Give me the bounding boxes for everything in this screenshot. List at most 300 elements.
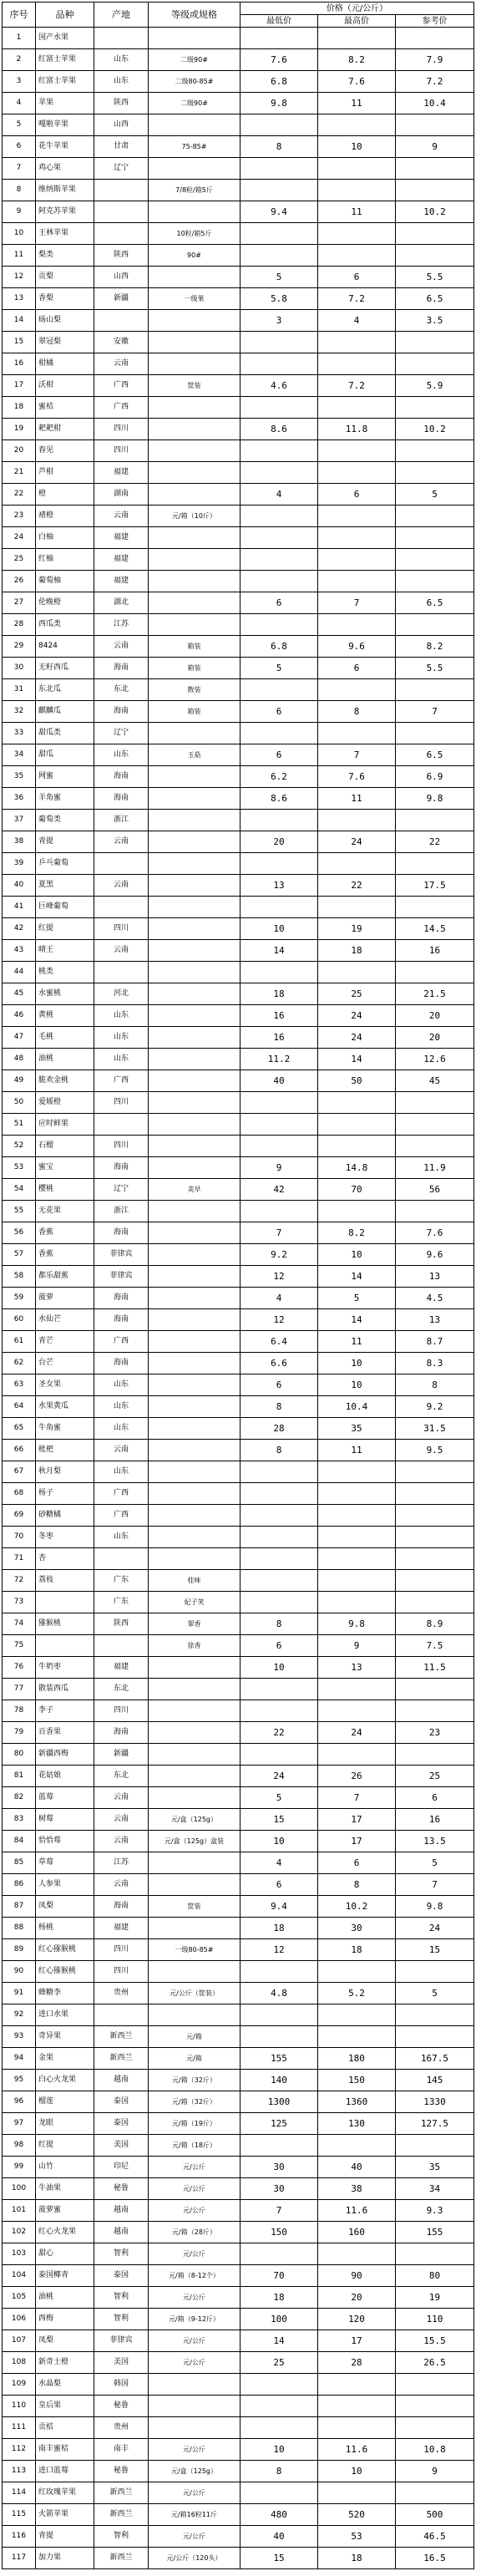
seq-cell: 110 (3, 2396, 36, 2417)
grade-cell: 一级80-85# (149, 1939, 240, 1961)
origin-cell: 海南 (94, 701, 149, 723)
seq-cell: 37 (3, 810, 36, 831)
ref-price-cell (396, 397, 474, 419)
origin-cell (94, 853, 149, 875)
low-price-cell: 6.4 (240, 1331, 318, 1353)
variety-cell: 蓝莓 (36, 1787, 94, 1809)
variety-cell: 无籽西瓜 (36, 658, 94, 679)
grade-cell (149, 1548, 240, 1570)
origin-cell: 福建 (94, 462, 149, 484)
table-row (3, 2048, 474, 2070)
table-row (3, 1396, 474, 1418)
high-price-cell: 24 (318, 831, 396, 853)
grade-cell (149, 419, 240, 440)
low-price-cell: 9.4 (240, 1896, 318, 1918)
origin-cell: 美国 (94, 2135, 149, 2157)
seq-cell: 32 (3, 701, 36, 723)
ref-price-cell (396, 440, 474, 462)
high-price-cell (318, 549, 396, 571)
low-price-cell: 125 (240, 2113, 318, 2135)
grade-cell (149, 1222, 240, 1244)
variety-cell: 春见 (36, 440, 94, 462)
origin-cell: 新西兰 (94, 2048, 149, 2070)
low-price-cell (240, 1700, 318, 1722)
ref-price-cell: 6.5 (396, 592, 474, 614)
low-price-cell: 155 (240, 2048, 318, 2070)
table-row (3, 1244, 474, 1266)
high-price-cell: 7 (318, 744, 396, 766)
table-row (3, 571, 474, 592)
origin-cell: 广东 (94, 1592, 149, 1613)
seq-cell: 109 (3, 2374, 36, 2396)
seq-cell: 71 (3, 1548, 36, 1570)
seq-cell: 29 (3, 636, 36, 658)
seq-cell: 73 (3, 1592, 36, 1613)
origin-cell: 山西 (94, 114, 149, 136)
ref-price-cell: 8 (396, 1374, 474, 1396)
origin-cell: 四川 (94, 918, 149, 940)
ref-price-cell: 1330 (396, 2091, 474, 2113)
ref-price-cell: 7 (396, 701, 474, 723)
low-price-cell: 6.8 (240, 636, 318, 658)
origin-cell: 陕西 (94, 93, 149, 114)
variety-cell: 杏 (36, 1548, 94, 1570)
table-row (3, 1548, 474, 1570)
high-price-cell: 14.8 (318, 1157, 396, 1179)
low-price-cell: 8 (240, 1396, 318, 1418)
ref-price-cell (396, 28, 474, 49)
low-price-cell: 18 (240, 1918, 318, 1939)
grade-cell (149, 2396, 240, 2417)
seq-cell: 61 (3, 1331, 36, 1353)
variety-cell: 散装西瓜 (36, 1679, 94, 1700)
ref-price-cell: 26.5 (396, 2352, 474, 2374)
table-row (3, 1896, 474, 1918)
table-row (3, 1461, 474, 1483)
low-price-cell (240, 1114, 318, 1136)
seq-cell: 67 (3, 1461, 36, 1483)
origin-cell: 辽宁 (94, 158, 149, 180)
high-price-cell: 4 (318, 310, 396, 332)
grade-cell: 元/公斤 (149, 2178, 240, 2200)
high-price-cell: 180 (318, 2048, 396, 2070)
variety-cell: 羊角蜜 (36, 788, 94, 810)
seq-cell: 83 (3, 1809, 36, 1831)
grade-cell (149, 1961, 240, 1983)
table-row (3, 1157, 474, 1179)
grade-cell (149, 484, 240, 506)
table-row (3, 1179, 474, 1201)
origin-cell: 云南 (94, 1440, 149, 1461)
seq-cell: 78 (3, 1700, 36, 1722)
high-price-cell: 24 (318, 1722, 396, 1744)
table-row (3, 2113, 474, 2135)
ref-price-cell: 34 (396, 2178, 474, 2200)
table-row (3, 49, 474, 71)
high-price-cell: 40 (318, 2157, 396, 2178)
high-price-cell (318, 614, 396, 636)
low-price-cell: 7 (240, 1222, 318, 1244)
origin-cell: 河北 (94, 983, 149, 1005)
low-price-cell (240, 2004, 318, 2026)
origin-cell: 安徽 (94, 332, 149, 353)
high-price-cell: 11.6 (318, 2439, 396, 2461)
low-price-cell (240, 1548, 318, 1570)
seq-cell: 11 (3, 245, 36, 267)
high-price-cell: 10.4 (318, 1396, 396, 1418)
seq-cell: 53 (3, 1157, 36, 1179)
grade-cell: 筐装 (149, 1896, 240, 1918)
table-row (3, 1309, 474, 1331)
high-price-cell: 6 (318, 1852, 396, 1874)
grade-cell (149, 440, 240, 462)
grade-cell: 元/箱（32斤） (149, 2091, 240, 2113)
low-price-cell (240, 853, 318, 875)
table-row (3, 766, 474, 788)
variety-cell: 梨类 (36, 245, 94, 267)
low-price-cell: 5 (240, 658, 318, 679)
high-price-cell (318, 158, 396, 180)
high-price-cell: 7.6 (318, 766, 396, 788)
origin-cell: 湖北 (94, 592, 149, 614)
table-row (3, 723, 474, 744)
high-price-cell: 9 (318, 1635, 396, 1657)
table-row (3, 1092, 474, 1114)
table-row (3, 1070, 474, 1092)
variety-cell: 油桃 (36, 2287, 94, 2309)
low-price-cell (240, 962, 318, 983)
high-price-cell: 7 (318, 1787, 396, 1809)
grade-cell: 一级果 (149, 288, 240, 310)
high-price-cell (318, 1483, 396, 1505)
high-price-cell (318, 2417, 396, 2439)
table-row (3, 1114, 474, 1136)
table-row (3, 2222, 474, 2243)
seq-cell: 75 (3, 1635, 36, 1657)
table-row (3, 2178, 474, 2200)
variety-cell: 蜜桔 (36, 397, 94, 419)
low-price-cell (240, 2026, 318, 2048)
variety-cell: 砀山梨 (36, 310, 94, 332)
seq-cell: 27 (3, 592, 36, 614)
ref-price-cell: 56 (396, 1179, 474, 1201)
seq-cell: 58 (3, 1266, 36, 1288)
high-price-cell: 14 (318, 1266, 396, 1288)
seq-cell: 87 (3, 1896, 36, 1918)
variety-cell: 凤梨 (36, 2330, 94, 2352)
table-row (3, 1918, 474, 1939)
grade-cell: 元/公斤 (149, 2439, 240, 2461)
ref-price-cell (396, 679, 474, 701)
origin-cell: 福建 (94, 571, 149, 592)
seq-cell: 82 (3, 1787, 36, 1809)
grade-cell (149, 1418, 240, 1440)
variety-cell: 南丰蜜桔 (36, 2439, 94, 2461)
low-price-cell (240, 2135, 318, 2157)
grade-cell: 90# (149, 245, 240, 267)
variety-cell: 鸡心果 (36, 158, 94, 180)
origin-cell (94, 223, 149, 245)
seq-cell: 33 (3, 723, 36, 744)
grade-cell (149, 2374, 240, 2396)
grade-cell (149, 875, 240, 897)
grade-cell (149, 1266, 240, 1288)
seq-cell: 24 (3, 527, 36, 549)
ref-price-cell: 8.3 (396, 1353, 474, 1374)
variety-cell: 维纳斯苹果 (36, 180, 94, 201)
origin-cell: 云南 (94, 875, 149, 897)
grade-cell: 箱装 (149, 636, 240, 658)
ref-price-cell: 9.5 (396, 1440, 474, 1461)
table-row (3, 2548, 474, 2569)
high-price-cell: 8.2 (318, 49, 396, 71)
table-row (3, 1374, 474, 1396)
low-price-cell (240, 527, 318, 549)
grade-cell (149, 1244, 240, 1266)
grade-cell (149, 527, 240, 549)
high-price-cell (318, 2396, 396, 2417)
ref-price-cell: 7.5 (396, 1635, 474, 1657)
seq-cell: 15 (3, 332, 36, 353)
low-price-cell (240, 1483, 318, 1505)
seq-cell: 40 (3, 875, 36, 897)
variety-cell: 新疆西梅 (36, 1744, 94, 1766)
variety-cell: 进口蓝莓 (36, 2461, 94, 2482)
high-price-cell: 13 (318, 1657, 396, 1679)
variety-cell (36, 1592, 94, 1613)
origin-cell: 东北 (94, 679, 149, 701)
table-row (3, 2439, 474, 2461)
seq-cell: 107 (3, 2330, 36, 2352)
grade-cell: 元/公斤（筐装） (149, 1983, 240, 2004)
ref-price-cell: 24 (396, 1918, 474, 1939)
grade-cell (149, 1396, 240, 1418)
high-price-cell (318, 114, 396, 136)
variety-cell: 樱桃 (36, 1179, 94, 1201)
ref-price-cell: 10.4 (396, 93, 474, 114)
high-price-cell: 14 (318, 1049, 396, 1070)
variety-cell: 西瓜类 (36, 614, 94, 636)
low-price-cell: 70 (240, 2265, 318, 2287)
low-price-cell: 6 (240, 1374, 318, 1396)
grade-cell: 二级80-85# (149, 71, 240, 93)
grade-cell (149, 1027, 240, 1049)
origin-cell: 云南 (94, 1809, 149, 1831)
ref-price-cell: 7.6 (396, 1222, 474, 1244)
table-row (3, 2200, 474, 2222)
low-price-cell: 5 (240, 1787, 318, 1809)
low-price-cell (240, 2374, 318, 2396)
low-price-cell (240, 1592, 318, 1613)
ref-price-cell: 15 (396, 1939, 474, 1961)
table-row (3, 1027, 474, 1049)
low-price-cell (240, 1744, 318, 1766)
ref-price-cell: 15.5 (396, 2330, 474, 2352)
low-price-cell (240, 549, 318, 571)
low-price-cell: 6 (240, 1874, 318, 1896)
table-row (3, 2526, 474, 2548)
seq-cell: 115 (3, 2504, 36, 2526)
table-row (3, 484, 474, 506)
origin-cell: 越南 (94, 2070, 149, 2091)
ref-price-cell: 10.8 (396, 2439, 474, 2461)
grade-cell (149, 788, 240, 810)
high-price-cell: 10 (318, 1244, 396, 1266)
grade-cell: 元/箱（18斤） (149, 2135, 240, 2157)
ref-price-cell (396, 2374, 474, 2396)
low-price-cell: 18 (240, 2287, 318, 2309)
seq-cell: 84 (3, 1831, 36, 1852)
seq-cell: 12 (3, 267, 36, 288)
col-header-high: 最高价 (318, 15, 396, 28)
origin-cell (94, 201, 149, 223)
origin-cell: 广西 (94, 1483, 149, 1505)
grade-cell (149, 2417, 240, 2439)
ref-price-cell: 8.2 (396, 636, 474, 658)
grade-cell: 元/箱（19斤） (149, 2113, 240, 2135)
variety-cell: 麒麟瓜 (36, 701, 94, 723)
seq-cell: 21 (3, 462, 36, 484)
low-price-cell: 4 (240, 484, 318, 506)
table-row (3, 918, 474, 940)
high-price-cell: 26 (318, 1766, 396, 1787)
variety-cell: 金果 (36, 2048, 94, 2070)
ref-price-cell (396, 1592, 474, 1613)
seq-cell: 7 (3, 158, 36, 180)
seq-cell: 55 (3, 1201, 36, 1222)
origin-cell: 海南 (94, 1309, 149, 1331)
grade-cell (149, 1874, 240, 1896)
high-price-cell: 6 (318, 267, 396, 288)
low-price-cell: 4.8 (240, 1983, 318, 2004)
ref-price-cell: 127.5 (396, 2113, 474, 2135)
high-price-cell: 7.2 (318, 375, 396, 397)
low-price-cell (240, 2243, 318, 2265)
grade-cell: 散装 (149, 679, 240, 701)
low-price-cell: 25 (240, 2352, 318, 2374)
high-price-cell: 7.2 (318, 288, 396, 310)
variety-cell: 百香果 (36, 1722, 94, 1744)
seq-cell: 36 (3, 788, 36, 810)
seq-cell: 63 (3, 1374, 36, 1396)
ref-price-cell: 10.2 (396, 419, 474, 440)
table-row (3, 701, 474, 723)
table-row (3, 527, 474, 549)
grade-cell: 妃子笑 (149, 1592, 240, 1613)
table-row (3, 2374, 474, 2396)
high-price-cell: 5 (318, 1288, 396, 1309)
grade-cell: 徐香 (149, 1635, 240, 1657)
low-price-cell: 140 (240, 2070, 318, 2091)
variety-cell: 爱媛橙 (36, 1092, 94, 1114)
low-price-cell: 14 (240, 940, 318, 962)
low-price-cell: 14 (240, 2330, 318, 2352)
high-price-cell: 120 (318, 2309, 396, 2330)
low-price-cell (240, 28, 318, 49)
high-price-cell (318, 1679, 396, 1700)
table-row (3, 636, 474, 658)
ref-price-cell: 8.7 (396, 1331, 474, 1353)
ref-price-cell: 9 (396, 2461, 474, 2482)
origin-cell: 广西 (94, 375, 149, 397)
high-price-cell (318, 1548, 396, 1570)
table-header (3, 3, 474, 28)
origin-cell: 韩国 (94, 2374, 149, 2396)
table-row (3, 2135, 474, 2157)
high-price-cell (318, 1114, 396, 1136)
origin-cell: 秘鲁 (94, 2461, 149, 2482)
ref-price-cell (396, 1744, 474, 1766)
origin-cell: 山东 (94, 1049, 149, 1070)
high-price-cell (318, 2374, 396, 2396)
table-row (3, 2026, 474, 2048)
variety-cell: 花牛苹果 (36, 136, 94, 158)
high-price-cell (318, 810, 396, 831)
origin-cell: 四川 (94, 440, 149, 462)
variety-cell: 西梅 (36, 2309, 94, 2330)
seq-cell: 2 (3, 49, 36, 71)
low-price-cell: 12 (240, 1309, 318, 1331)
table-row (3, 114, 474, 136)
high-price-cell (318, 506, 396, 527)
seq-cell: 79 (3, 1722, 36, 1744)
high-price-cell (318, 1136, 396, 1157)
ref-price-cell: 5.5 (396, 658, 474, 679)
origin-cell (94, 2004, 149, 2026)
high-price-cell: 130 (318, 2113, 396, 2135)
seq-cell: 4 (3, 93, 36, 114)
variety-cell (36, 1635, 94, 1657)
origin-cell: 四川 (94, 1700, 149, 1722)
low-price-cell (240, 223, 318, 245)
origin-cell: 贵州 (94, 2417, 149, 2439)
low-price-cell (240, 723, 318, 744)
variety-cell: 贡梨 (36, 267, 94, 288)
ref-price-cell (396, 158, 474, 180)
seq-cell: 74 (3, 1613, 36, 1635)
table-row (3, 1939, 474, 1961)
grade-cell (149, 962, 240, 983)
table-row (3, 2396, 474, 2417)
high-price-cell: 11 (318, 1331, 396, 1353)
ref-price-cell: 5.5 (396, 267, 474, 288)
origin-cell: 海南 (94, 1222, 149, 1244)
table-row (3, 332, 474, 353)
seq-cell: 68 (3, 1483, 36, 1505)
low-price-cell: 6.6 (240, 1353, 318, 1374)
low-price-cell: 9.8 (240, 93, 318, 114)
variety-cell: 秋月梨 (36, 1461, 94, 1483)
ref-price-cell: 13.5 (396, 1831, 474, 1852)
low-price-cell: 9 (240, 1157, 318, 1179)
origin-cell: 新疆 (94, 288, 149, 310)
origin-cell: 浙江 (94, 810, 149, 831)
seq-cell: 88 (3, 1918, 36, 1939)
low-price-cell (240, 506, 318, 527)
seq-cell: 10 (3, 223, 36, 245)
variety-cell: 甜瓜类 (36, 723, 94, 744)
origin-cell: 东北 (94, 1766, 149, 1787)
seq-cell: 13 (3, 288, 36, 310)
low-price-cell: 18 (240, 983, 318, 1005)
high-price-cell (318, 1700, 396, 1722)
grade-cell: 美早 (149, 1179, 240, 1201)
table-body (3, 28, 474, 2569)
ref-price-cell: 16 (396, 940, 474, 962)
variety-cell: 蜂糖李 (36, 1983, 94, 2004)
low-price-cell: 13 (240, 875, 318, 897)
origin-cell: 海南 (94, 1353, 149, 1374)
